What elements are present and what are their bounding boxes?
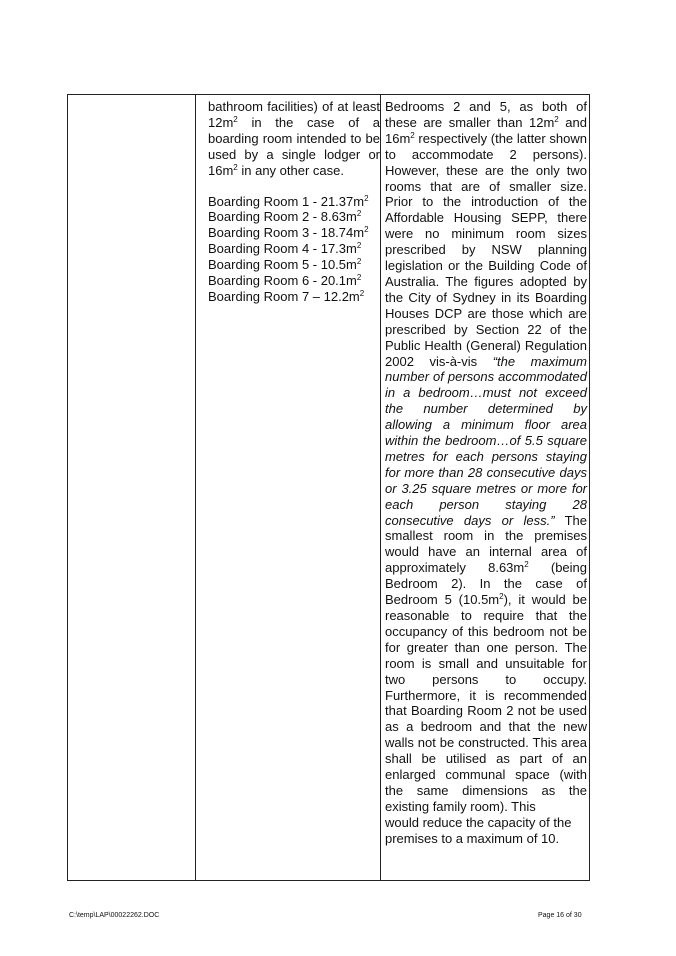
room-size-item: Boarding Room $6 - 20.1m^2$ bbox=[208, 273, 362, 289]
room-size-item: Boarding Room $2 - 8.63m^2$ bbox=[208, 209, 362, 225]
comment-text-conclusion: The smallest room in the premises would have an internal area of approximately $8.63m^2$ (being Bedroom 2). In the case of Bedroom 5 $(10.5m^2)$, it would be reasonable to require that the occupancy of this bedroom not be for greater than one person. The room is small and unsuitable for two persons to occupy. Furthermore, it is recommended that Boarding Room 2 not be used as a bedroom and that the new walls not be constructed. This area shall be utilised as part of an enlarged communal space (with the same dimensions as the existing family room). This bbox=[385, 512, 587, 814]
requirement-text: bathroom facilities) of at least $12m^2$ in the case of a boarding room intended to be used by a single lodger or $16m^2$ in any other case. bbox=[208, 99, 380, 178]
room-size-item: Boarding Room $5 - 10.5m^2$ bbox=[208, 257, 362, 273]
comment-last-line: would reduce the capacity of the premises to a maximum of 10. bbox=[385, 814, 572, 846]
room-size-item: Boarding Room $1 - 21.37m^2$ bbox=[208, 193, 369, 209]
column-divider-1 bbox=[195, 95, 196, 880]
room-size-item: Boarding Room $4 - 17.3m^2$ bbox=[208, 241, 362, 257]
assessment-table bbox=[67, 94, 590, 881]
comment-paragraph bbox=[385, 99, 587, 815]
column-divider-2 bbox=[380, 95, 381, 880]
room-size-list bbox=[208, 194, 380, 305]
regulation-quote: “the maximum number of persons accommodated in a bedroom…must not exceed the number determined by allowing a minimum floor area within the bedroom…of 5.5 square metres for each persons staying for more than 28 consecutive days or 3.25 square metres or more for each person staying 28 consecutive days or less.” bbox=[385, 353, 587, 528]
footer-page-number: Page 16 of 30 bbox=[538, 912, 582, 919]
room-size-item: Boarding Room $3 - 18.74m^2$ bbox=[208, 225, 369, 241]
comment-cell bbox=[385, 99, 587, 847]
comment-text-intro: Bedrooms 2 and 5, as both of these are smaller than $12m^2$ and $16m^2$ respectively (the latter shown to accommodate 2 persons). However, these are the only two rooms that are of smaller size. Prior to the introduction of the Affordable Housing SEPP, there were no minimum room sizes prescribed by NSW planning legislation or the Building Code of Australia. The figures adopted by the City of Sydney in its Boarding Houses DCP are those which are prescribed by Section 22 of the Public Health (General) Regulation 2002 vis-à-vis bbox=[385, 99, 587, 369]
requirement-cell bbox=[208, 99, 380, 305]
footer-file-path: C:\temp\LAP\00022262.DOC bbox=[69, 912, 160, 919]
room-size-item: Boarding Room $7 - 12.2m^2$ bbox=[208, 288, 365, 304]
